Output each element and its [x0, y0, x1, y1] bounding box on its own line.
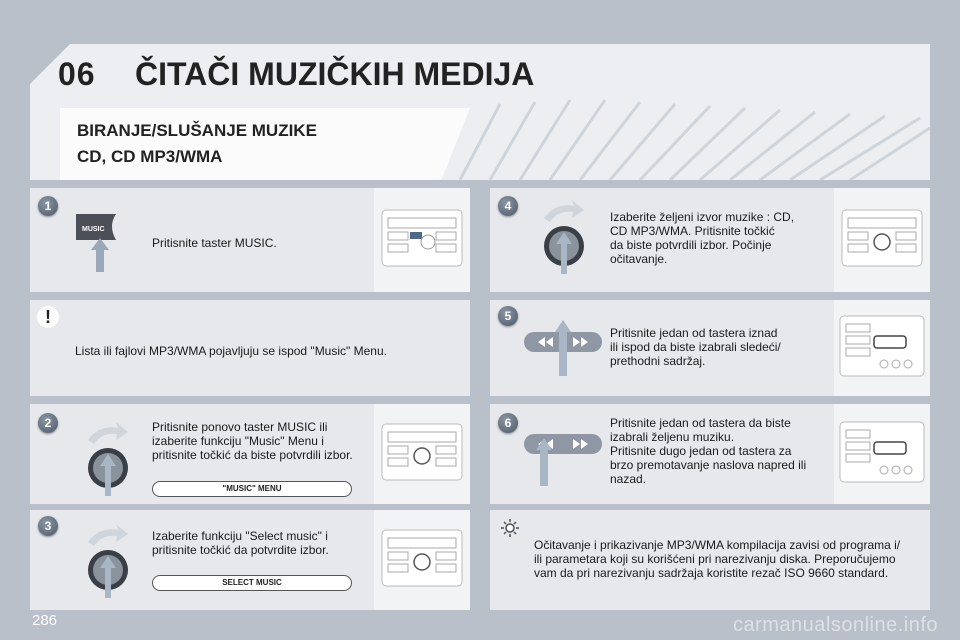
music-button-label: MUSIC: [82, 226, 105, 233]
step-4-badge: 4: [498, 196, 518, 216]
step-4-text: Izaberite željeni izvor muzike : CD, CD MP3/WMA. Pritisnite točkić da biste potvrdili izbor. Počinje očitavanje.: [610, 210, 795, 266]
step-3-badge: 3: [38, 516, 58, 536]
radio-illustration: [834, 188, 930, 292]
step-2-badge: 2: [38, 413, 58, 433]
note-text: Lista ili fajlovi MP3/WMA pojavljuju se ispod "Music" Menu.: [75, 344, 387, 358]
watermark: carmanualsonline.info: [732, 614, 938, 636]
step-6-text: Pritisnite jedan od tastera da biste izabrali željenu muziku. Pritisnite dugo jedan od tastera za brzo premotavanje naslova napred ili nazad.: [610, 416, 807, 486]
step-5-text: Pritisnite jedan od tastera iznad ili ispod da biste izabrali sledeći/ prethodni sadržaj.: [610, 326, 781, 368]
music-menu-label: "MUSIC" MENU: [152, 481, 352, 497]
radio-illustration: [374, 404, 470, 504]
step-5-badge: 5: [498, 306, 518, 326]
radio-illustration: [374, 188, 470, 292]
step-1-badge: 1: [38, 196, 58, 216]
tip-text: Očitavanje i prikazivanje MP3/WMA kompilacija zavisi od programa i/ ili parametara koji su korišćeni pri narezivanju diska. Preporučujemo vam da pri narezivanju sadržaja koristite rezač ISO 9660 standard.: [534, 538, 901, 580]
chapter-number: 06: [58, 56, 96, 92]
select-music-label: SELECT MUSIC: [152, 575, 352, 591]
page-number: 286: [32, 612, 58, 629]
radio-illustration: [834, 404, 930, 504]
seek-buttons-icon: [522, 318, 606, 385]
lightbulb-icon: [500, 518, 520, 543]
music-button-icon: [74, 212, 124, 279]
step-6-badge: 6: [498, 413, 518, 433]
radio-illustration: [374, 510, 470, 610]
rotary-knob-icon: [80, 418, 136, 507]
warning-icon: !: [37, 306, 59, 328]
seek-buttons-icon: [522, 424, 606, 495]
chapter-title: ČITAČI MUZIČKIH MEDIJA: [135, 56, 535, 92]
radio-illustration: [834, 300, 930, 396]
section-subtitle: BIRANJE/SLUŠANJE MUZIKE CD, CD MP3/WMA: [77, 121, 317, 166]
step-1-text: Pritisnite taster MUSIC.: [152, 236, 277, 250]
rotary-knob-icon: [80, 520, 136, 609]
rotary-knob-icon: [536, 196, 592, 285]
step-3-text: Izaberite funkciju "Select music" i pritisnite točkić da potvrdite izbor.: [152, 529, 329, 557]
step-2-text: Pritisnite ponovo taster MUSIC ili izaberite funkciju "Music" Menu i pritisnite točkić da biste potvrdili izbor.: [152, 420, 353, 462]
